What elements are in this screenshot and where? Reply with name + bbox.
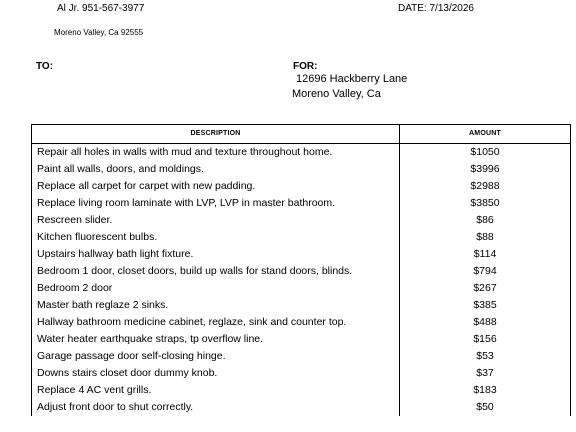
table-row — [32, 212, 571, 229]
row-amount: $88 — [400, 229, 571, 246]
invoice-date: DATE: 7/13/2026 — [398, 3, 474, 14]
row-description: Downs stairs closet door dummy knob. — [32, 365, 400, 382]
table-row — [32, 382, 571, 399]
row-description: Hallway bathroom medicine cabinet, reglaze, sink and counter top. — [32, 314, 400, 331]
table-header-row — [32, 125, 571, 144]
row-amount: $1050 — [400, 144, 571, 162]
table-row — [32, 331, 571, 348]
row-amount: $488 — [400, 314, 571, 331]
row-amount: $3996 — [400, 161, 571, 178]
table-row — [32, 399, 571, 416]
description-column-header: DESCRIPTION — [32, 125, 400, 144]
row-amount: $267 — [400, 280, 571, 297]
row-amount: $50 — [400, 399, 571, 416]
row-amount: $156 — [400, 331, 571, 348]
row-description: Water heater earthquake straps, tp overflow line. — [32, 331, 400, 348]
table-row — [32, 280, 571, 297]
contractor-contact: Al Jr. 951-567-3977 — [57, 3, 145, 14]
row-description: Adjust front door to shut correctly. — [32, 399, 400, 416]
row-amount: $114 — [400, 246, 571, 263]
table-row — [32, 348, 571, 365]
row-amount: $183 — [400, 382, 571, 399]
row-description: Repair all holes in walls with mud and texture throughout home. — [32, 144, 400, 162]
row-amount: $385 — [400, 297, 571, 314]
row-description: Garage passage door self-closing hinge. — [32, 348, 400, 365]
row-description: Master bath reglaze 2 sinks. — [32, 297, 400, 314]
row-description: Replace 4 AC vent grills. — [32, 382, 400, 399]
row-description: Upstairs hallway bath light fixture. — [32, 246, 400, 263]
table-row — [32, 195, 571, 212]
amount-column-header: AMOUNT — [400, 125, 571, 144]
table-row — [32, 178, 571, 195]
for-street: 12696 Hackberry Lane — [296, 73, 408, 85]
to-label: TO: — [36, 61, 54, 72]
row-description: Bedroom 2 door — [32, 280, 400, 297]
table-row — [32, 161, 571, 178]
table-row — [32, 297, 571, 314]
table-row — [32, 229, 571, 246]
row-description: Paint all walls, doors, and moldings. — [32, 161, 400, 178]
row-amount: $86 — [400, 212, 571, 229]
contractor-city: Moreno Valley, Ca 92555 — [54, 28, 144, 37]
table-row — [32, 365, 571, 382]
table-row — [32, 314, 571, 331]
table-row — [32, 263, 571, 280]
row-amount: $794 — [400, 263, 571, 280]
table-row — [32, 246, 571, 263]
row-description: Rescreen slider. — [32, 212, 400, 229]
for-city: Moreno Valley, Ca — [292, 88, 381, 100]
row-amount: $3850 — [400, 195, 571, 212]
row-amount: $53 — [400, 348, 571, 365]
row-description: Replace all carpet for carpet with new padding. — [32, 178, 400, 195]
row-description: Kitchen fluorescent bulbs. — [32, 229, 400, 246]
row-description: Bedroom 1 door, closet doors, build up walls for stand doors, blinds. — [32, 263, 400, 280]
table-row — [32, 144, 571, 162]
row-description: Replace living room laminate with LVP, LVP in master bathroom. — [32, 195, 400, 212]
line-items-table — [31, 124, 571, 416]
row-amount: $2988 — [400, 178, 571, 195]
row-amount: $37 — [400, 365, 571, 382]
for-label: FOR: — [293, 61, 318, 72]
